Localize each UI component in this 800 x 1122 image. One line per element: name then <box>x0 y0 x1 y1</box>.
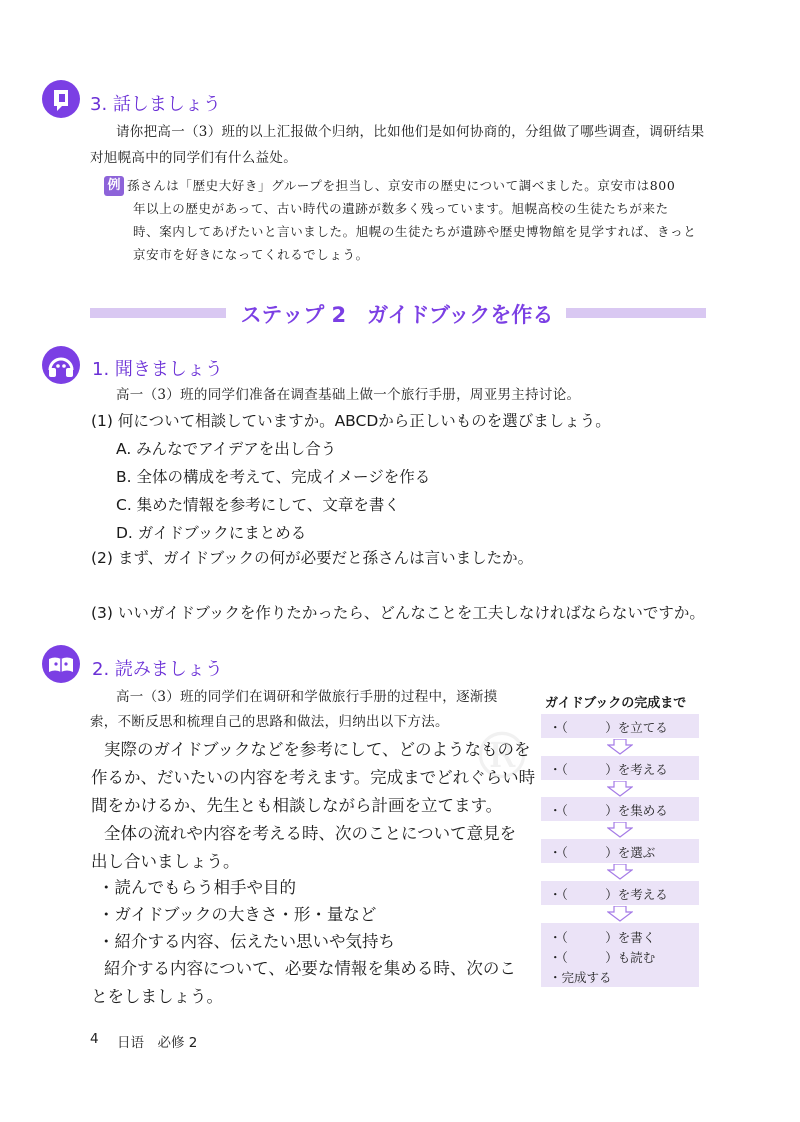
flow-step-5 <box>541 881 699 905</box>
read-body-line-1: 実際のガイドブックなどを参考にして、どのようなものを <box>104 740 531 759</box>
read-intro-line-1: 高一（3）班的同学们在调研和学做旅行手册的过程中，逐渐摸 <box>116 689 498 705</box>
option-c: C. 集めた情報を参考にして、文章を書く <box>116 496 400 514</box>
read-body-line-4: 全体の流れや内容を考える時、次のことについて意見を <box>104 824 517 843</box>
listen-question-2: (2) まず、ガイドブックの何が必要だと孫さんは言いましたか。 <box>91 549 534 567</box>
read-intro-line-2: 索，不断反思和梳理自己的思路和做法，归纳出以下方法。 <box>90 714 449 730</box>
option-a: A. みんなでアイデアを出し合う <box>116 440 337 458</box>
speak-instruction-line-2: 对旭幌高中的同学们有什么益处。 <box>90 150 297 166</box>
flow-step-3 <box>541 797 699 821</box>
example-badge: 例 <box>104 176 124 196</box>
flow-step-6-line-1: ・（ ）を書く <box>549 930 656 945</box>
flow-arrow-down-icon <box>607 781 633 797</box>
listen-question-1: (1) 何について相談していますか。ABCDから正しいものを選びましょう。 <box>91 412 611 430</box>
example-line-3: 時、案内してあげたいと言いました。旭幌の生徒たちが遺跡や歴史博物館を見学すれば、きっと <box>133 224 697 239</box>
flow-title: ガイドブックの完成まで <box>545 696 687 711</box>
listen-icon <box>42 346 80 384</box>
read-body-line-6: 紹介する内容について、必要な情報を集める時、次のこ <box>104 959 516 978</box>
watermark: ® <box>470 720 534 794</box>
flow-arrow-down-icon <box>607 864 633 880</box>
example-line-2: 年以上の歴史があって、古い時代の遺跡が数多く残っています。旭幌高校の生徒たちが来た <box>133 201 669 216</box>
flow-arrow-down-icon <box>607 906 633 922</box>
flow-step-1-text: ・（ ）を立てる <box>549 720 668 735</box>
read-body-line-3: 間をかけるか、先生とも相談しながら計画を立てます。 <box>91 796 503 815</box>
page-number: 4 <box>90 1031 99 1047</box>
read-body-line-2: 作るか、だいたいの内容を考えます。完成までどれぐらい時 <box>91 768 536 787</box>
flow-arrow-down-icon <box>607 822 633 838</box>
step-band-left <box>90 308 226 318</box>
read-section-title: 2. 読みましょう <box>92 659 223 680</box>
flow-step-2 <box>541 756 699 780</box>
step-band-right <box>566 308 706 318</box>
read-body-line-5: 出し合いましょう。 <box>91 852 240 871</box>
example-line-4: 京安市を好きになってくれるでしょう。 <box>133 247 369 262</box>
read-icon <box>42 645 80 683</box>
option-d: D. ガイドブックにまとめる <box>116 524 307 542</box>
listen-section-title: 1. 聞きましょう <box>92 359 223 380</box>
flow-step-2-text: ・（ ）を考える <box>549 762 668 777</box>
flow-step-3-text: ・（ ）を集める <box>549 803 668 818</box>
flow-step-6-line-2: ・（ ）も読む <box>549 950 656 965</box>
example-line-1: 孫さんは「歴史大好き」グループを担当し、京安市の歴史について調べました。京安市は800 <box>127 178 676 193</box>
flow-step-4 <box>541 839 699 863</box>
option-b: B. 全体の構成を考えて、完成イメージを作る <box>116 468 431 486</box>
flow-step-5-text: ・（ ）を考える <box>549 887 668 902</box>
read-bullet-3: ・紹介する内容、伝えたい思いや気持ち <box>98 932 395 951</box>
flow-step-6-line-3: ・完成する <box>549 970 612 985</box>
book-title: 日语 必修 2 <box>117 1035 198 1051</box>
flow-step-4-text: ・（ ）を選ぶ <box>549 845 656 860</box>
read-bullet-1: ・読んでもらう相手や目的 <box>98 878 296 897</box>
flow-step-6 <box>541 923 699 987</box>
listen-intro: 高一（3）班的同学们准备在调查基础上做一个旅行手册，周亚男主持讨论。 <box>116 387 581 403</box>
step-title: ステップ 2 ガイドブックを作る <box>240 303 554 327</box>
speak-instruction-line-1: 请你把高一（3）班的以上汇报做个归纳，比如他们是如何协商的，分组做了哪些调查，调研结果 <box>116 124 705 140</box>
flow-step-1 <box>541 714 699 738</box>
flow-arrow-down-icon <box>607 739 633 755</box>
read-body-line-7: とをしましょう。 <box>91 987 223 1006</box>
speak-section-title: 3. 話しましょう <box>90 94 221 115</box>
speak-icon <box>42 80 80 118</box>
read-bullet-2: ・ガイドブックの大きさ・形・量など <box>98 905 377 924</box>
listen-question-3: (3) いいガイドブックを作りたかったら、どんなことを工夫しなければならないですか。 <box>91 604 705 622</box>
